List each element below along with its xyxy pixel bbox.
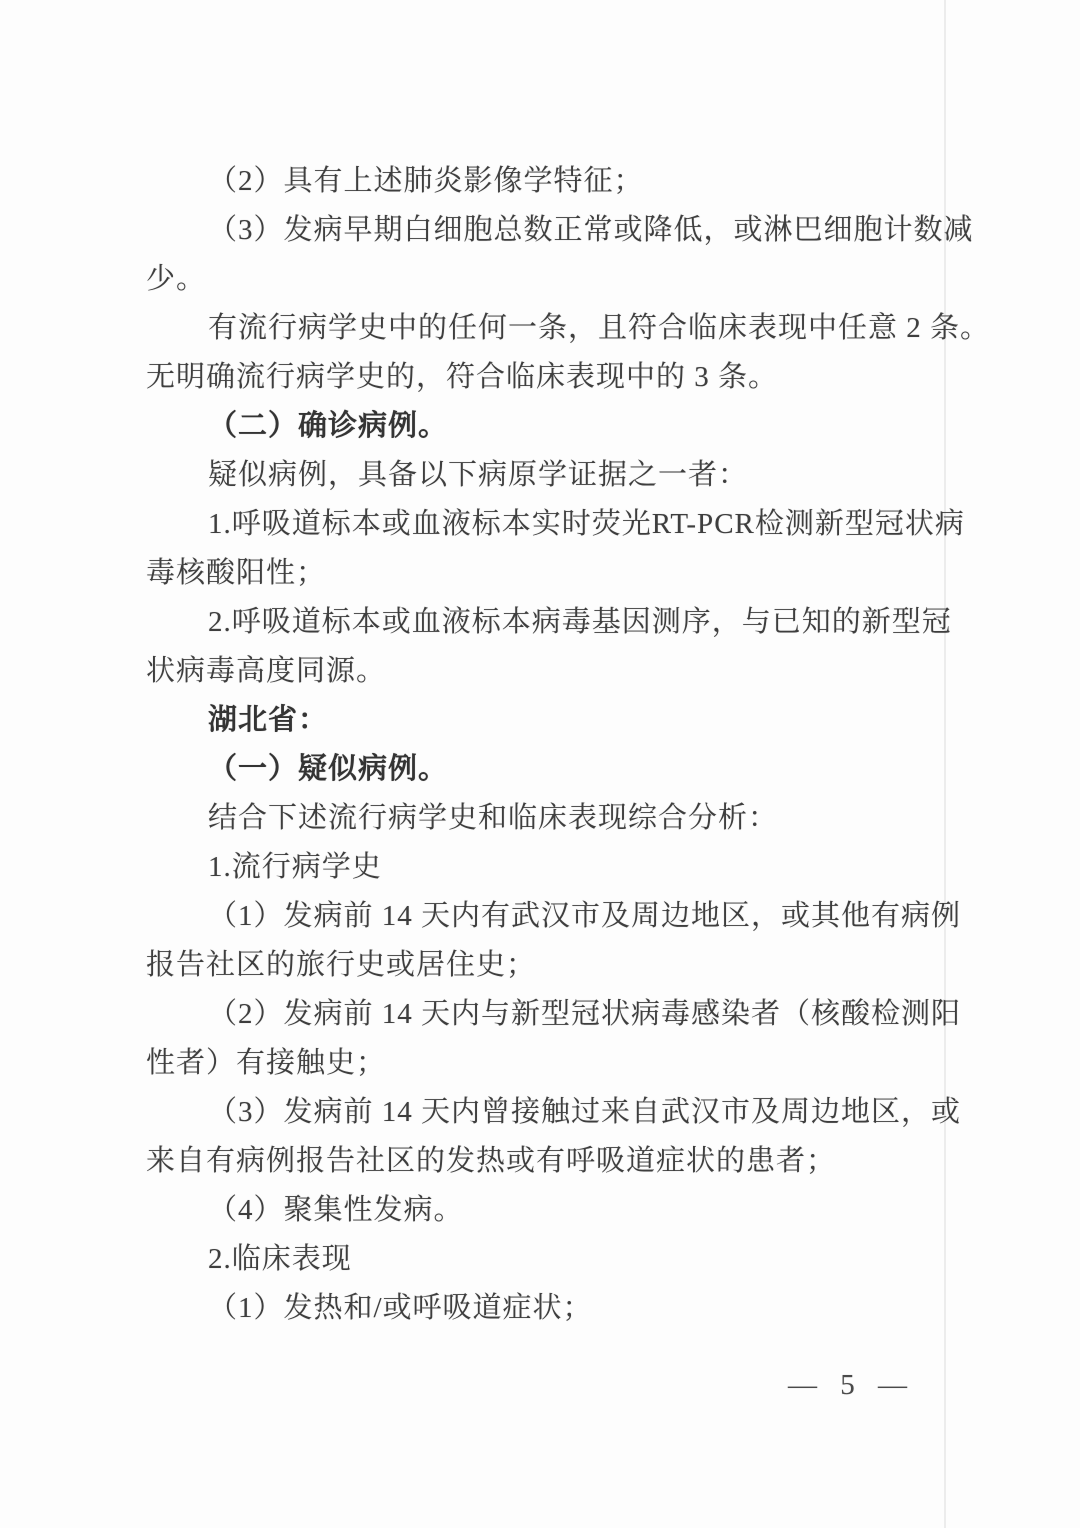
text-line: （3）发病早期白细胞总数正常或降低，或淋巴细胞计数减 [208, 214, 974, 246]
text-line: （4）聚集性发病。 [208, 1194, 464, 1226]
text-line: 性者）有接触史； [146, 1047, 387, 1079]
text-line: （1）发热和/或呼吸道症状； [208, 1292, 593, 1324]
text-line: （1）发病前 14 天内有武汉市及周边地区，或其他有病例 [208, 900, 962, 932]
text-line: 无明确流行病学史的，符合临床表现中的 3 条。 [146, 361, 779, 393]
text-line: 状病毒高度同源。 [146, 655, 387, 687]
document-body [146, 157, 991, 1333]
text-line: （一）疑似病例。 [208, 753, 449, 785]
page-number: — 5 — [788, 1369, 908, 1401]
text-line: 2.临床表现 [208, 1243, 352, 1275]
text-line: （3）发病前 14 天内曾接触过来自武汉市及周边地区，或 [208, 1096, 962, 1128]
text-line: 来自有病例报告社区的发热或有呼吸道症状的患者； [146, 1145, 837, 1177]
text-line: 湖北省： [208, 704, 329, 736]
text-line: 疑似病例，具备以下病原学证据之一者： [208, 459, 749, 491]
text-line: 有流行病学史中的任何一条，且符合临床表现中任意 2 条。 [208, 312, 991, 344]
text-line: 2.呼吸道标本或血液标本病毒基因测序，与已知的新型冠 [208, 606, 952, 638]
text-line: 报告社区的旅行史或居住史； [146, 949, 537, 981]
text-line: 1.流行病学史 [208, 851, 382, 883]
text-line: （二）确诊病例。 [208, 410, 449, 442]
text-line: 少。 [146, 263, 207, 295]
text-line: 毒核酸阳性； [146, 557, 327, 589]
text-line: （2）发病前 14 天内与新型冠状病毒感染者（核酸检测阳 [208, 998, 962, 1030]
text-line: 1.呼吸道标本或血液标本实时荧光RT-PCR检测新型冠状病 [208, 508, 965, 540]
text-line: 结合下述流行病学史和临床表现综合分析： [208, 802, 779, 834]
text-line: （2）具有上述肺炎影像学特征； [208, 165, 644, 197]
